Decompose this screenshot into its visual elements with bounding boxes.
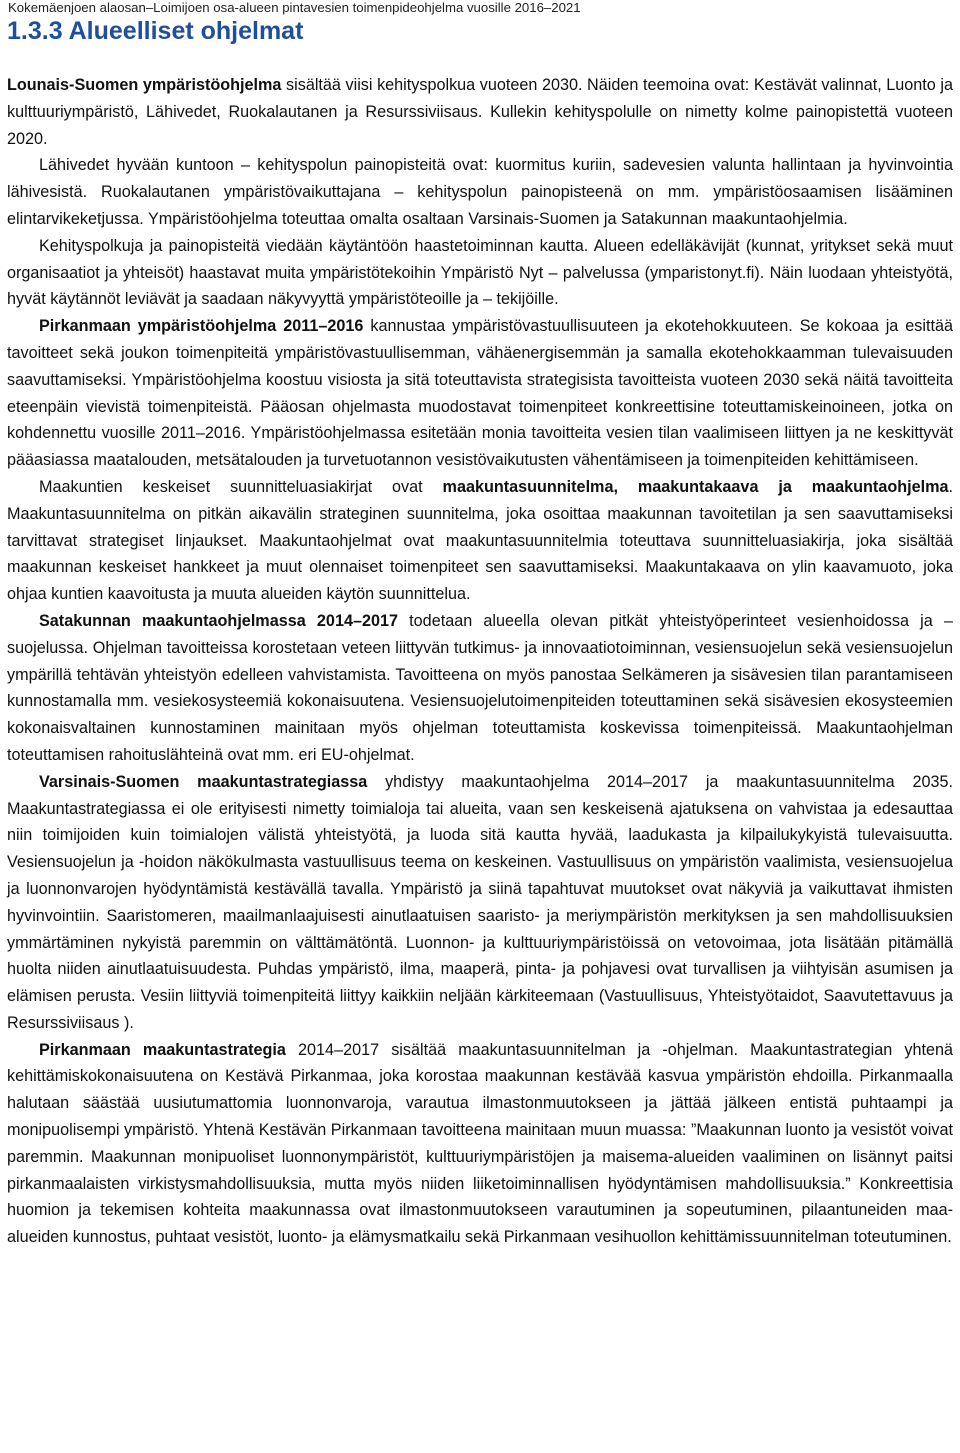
paragraph-lounais-suomen bbox=[7, 72, 953, 152]
paragraph-text: yhdistyy maakuntaohjelma 2014–2017 ja maakuntasuunnitelma 2035. Maakuntastrategiassa ei ole erityisesti nimetty toimialoja tai alueita, vaan sen keskeisenä ajatuksena on vahvistaa ja edesauttaa niin toimijoiden kuin toimialojen välistä yhteistyötä, ja luoda sitä kautta hyvää, laadukasta ja kilpailukykyistä tulevaisuutta. Vesiensuojelun ja -hoidon näkökulmasta vastuullisuus teema on keskeinen. Vastuullisuus on ympäristön vaalimista, vesiensuojelua ja luonnonvarojen hyödyntämistä kestävällä tavalla. Ympäristö ja siinä tapahtuvat muutokset ovat näkyviä ja vaikuttavat ihmisten hyvinvointiin. Saaristomeren, maailmanlaajuisesti ainutlaatuisen saaristo- ja meriympäristön merkityksen ja sen mahdollisuuksien ymmärtäminen nykyistä paremmin on välttämätöntä. Luonnon- ja kulttuuriympäristöissä on vetovoimaa, jota lisätään pitämällä huolta niiden ainutlaatuisuudesta. Puhdas ympäristö, ilma, maaperä, pinta- ja pohjavesi ovat turvallisen ja viihtyisän asumisen ja elämisen perusta. Vesiin liittyviä toimenpiteitä liittyy kaikkiin neljään kärkiteemaan (Vastuullisuus, Yhteistyötaidot, Saavutettavuus ja Resurssiviisaus ). bbox=[7, 772, 953, 1032]
paragraph-text: 2014–2017 sisältää maakuntasuunnitelman ja -ohjelman. Maakuntastrategian yhtenä kehittämiskokonaisuutena on Kestävä Pirkanmaa, joka korostaa maakunnan kestävää kasvua ympäristön ehdoilla. Pirkanmaalla halutaan säästää uusiutumattomia luonnonvaroja, varautua ilmastonmuutokseen ja jättää jälkeen entistä puhtaampi ja monipuolisempi ympäristö. Yhtenä Kestävän Pirkanmaan tavoitteena mainitaan muun muassa: ”Maakunnan luonto ja vesistöt voivat paremmin. Maakunnan monipuoliset luonnonympäristöt, kulttuuriympäristöjen ja maisema-alueiden vaaliminen on lisännyt paitsi pirkanmaalaisten virkistysmahdollisuuksia, mutta myös niiden liiketoiminnallisen hyödyntämisen mahdollisuuksia.” Konkreettisia huomion ja tekemisen kohteita maakunnassa ovat ilmastonmuutokseen varautuminen ja sopeutuminen, pilaantuneiden maa-alueiden kunnostus, puhtaat vesistöt, luonto- ja elämysmatkailu sekä Pirkanmaan vesihuollon kehittämissuunnitelman toteutuminen. bbox=[7, 1040, 953, 1247]
bold-lead: Satakunnan maakuntaohjelmassa 2014–2017 bbox=[39, 611, 398, 630]
paragraph-kehityspolut bbox=[7, 233, 953, 313]
paragraph-text: kannustaa ympäristövastuullisuuteen ja ekotehokkuuteen. Se kokoaa ja esittää tavoitteet sekä joukon toimenpiteitä ympäristövastuullisemman, vähäenergisemmän ja samalla ekotehokkaamman tulevaisuuden saavuttamiseksi. Ympäristöohjelma koostuu visiosta ja sitä toteuttavista strategisista tavoitteista vuoteen 2030 sekä näitä tavoitteita eteenpäin vievistä toimenpiteistä. Pääosan ohjelmasta muodostavat toimenpiteet konkreettisine toteuttamiskeinoineen, jotka on kohdennettu vuosille 2011–2016. Ympäristöohjelmassa esitetään monia tavoitteita vesien tilan vaalimiseen liittyen ja ne keskittyvät pääasiassa maatalouden, metsätalouden ja turvetuotannon vesistövaikutusten vähentämiseen ja toimenpiteiden kehittämiseen. bbox=[7, 317, 953, 470]
paragraph-satakunta bbox=[7, 608, 953, 769]
paragraph-maakuntien-asiakirjat bbox=[7, 474, 953, 608]
bold-lead: Lounais-Suomen ympäristöohjelma bbox=[7, 76, 282, 94]
bold-lead: Pirkanmaan maakuntastrategia bbox=[39, 1040, 286, 1059]
paragraph-text: Maakuntien keskeiset suunnitteluasiakirjat ovat bbox=[39, 477, 443, 496]
paragraph-text: todetaan alueella olevan pitkät yhteistyöperinteet vesienhoidossa ja – suojelussa. Ohjelman tavoitteissa korostetaan veteen liittyvän tutkimus- ja innovaatiotoiminnan, vesiensuojelun sekä vesiensuojelun ympärillä tehtävän yhteistyön edelleen vahvistamista. Tavoitteena on myös panostaa Selkämeren ja sisävesien tilan parantamiseen kunnostamalla mm. vesiekosysteemiä kokonaisuutena. Vesiensuojelutoimenpiteiden toteuttaminen sekä sisävesien ekosysteemien kokonaisvaltainen kunnostaminen mainitaan myös ohjelman toteuttamista koskevissa toimenpiteissä. Maakuntaohjelman toteuttamisen rahoituslähteinä ovat mm. eri EU-ohjelmat. bbox=[7, 611, 953, 764]
paragraph-text: sisältää viisi kehityspolkua vuoteen 2030. Näiden teemoina ovat: Kestävät valinnat, Luonto ja kulttuuriympäristö, Lähivedet, Ruokalautanen ja Resurssiviisaus. Kullekin kehityspolulle on nimetty kolme painopistettä vuoteen 2020. bbox=[7, 76, 953, 148]
bold-inline: maakuntasuunnitelma, maakuntakaava ja maakuntaohjelma bbox=[442, 477, 949, 496]
paragraph-text: Kehityspolkuja ja painopisteitä viedään käytäntöön haastetoiminnan kautta. Alueen edelläkävijät (kunnat, yritykset sekä muut organisaatiot ja yhteisöt) haastavat muita ympäristötekoihin Ympäristö Nyt – palvelussa (ymparistonyt.fi). Näin luodaan yhteistyötä, hyvät käytännöt leviävät ja saadaan näkyvyyttä ympäristöteoille ja – tekijöille. bbox=[7, 236, 953, 309]
section-title: 1.3.3 Alueelliset ohjelmat bbox=[7, 17, 304, 45]
paragraph-text-after: . Maakuntasuunnitelma on pitkän aikavälin strateginen suunnitelma, joka osoittaa maakunnan tavoitetilan ja sen saavuttamiseksi tarvittavat strategiset linjaukset. Maakuntaohjelmat ovat maakuntasuunnitelmia toteuttava suunnitteluasiakirja, joka sisältää maakunnan keskeiset hankkeet ja muut olennaiset toimenpiteet sen saavuttamiseksi. Maakuntakaava on ylin kaavamuoto, joka ohjaa kuntien kaavoitusta ja muuta alueiden käytön suunnittelua. bbox=[7, 477, 953, 604]
running-header: Kokemäenjoen alaosan–Loimijoen osa-alueen pintavesien toimenpideohjelma vuosille 2016–2021 bbox=[8, 0, 581, 15]
paragraph-pirkanmaan-maakuntastrategia bbox=[7, 1037, 953, 1251]
paragraph-lahivedet bbox=[7, 152, 953, 232]
paragraph-varsinais-suomi bbox=[7, 769, 953, 1037]
paragraph-text: Lähivedet hyvään kuntoon – kehityspolun painopisteitä ovat: kuormitus kuriin, sadevesien valunta hallintaan ja hyvinvointia lähivesistä. Ruokalautanen ympäristövaikuttajana – kehityspolun painopisteenä on mm. ympäristöosaamisen lisääminen elintarvikeketjussa. Ympäristöohjelma toteuttaa omalta osaltaan Varsinais-Suomen ja Satakunnan maakuntaohjelmia. bbox=[7, 156, 953, 228]
body-text bbox=[7, 72, 953, 1251]
paragraph-pirkanmaan-ymparistoohjelma bbox=[7, 313, 953, 474]
bold-lead: Pirkanmaan ympäristöohjelma 2011–2016 bbox=[39, 317, 364, 336]
bold-lead: Varsinais-Suomen maakuntastrategiassa bbox=[39, 772, 368, 791]
